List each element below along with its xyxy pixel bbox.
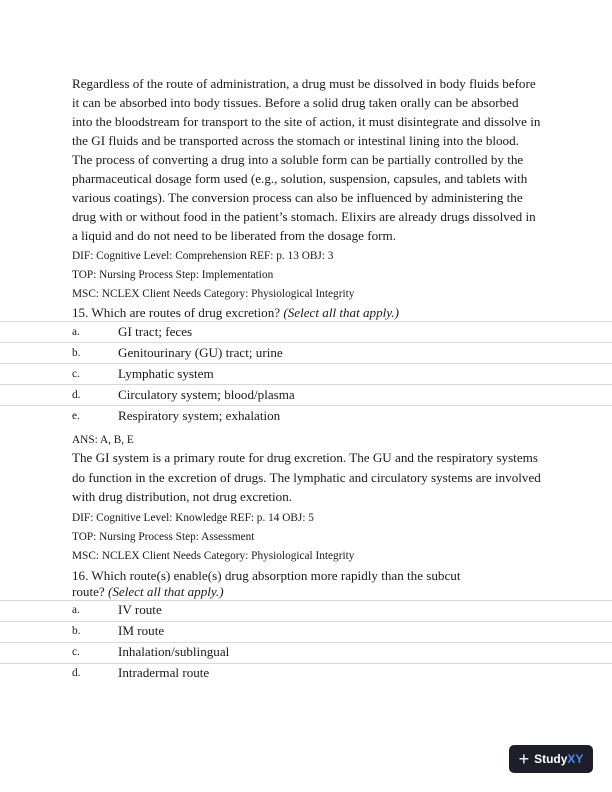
choice-text: IV route <box>118 602 162 617</box>
dif-line-q14: DIF: Cognitive Level: Comprehension REF: p. 13 OBJ: 3 <box>72 250 334 262</box>
question-16-instruction: (Select all that apply.) <box>108 583 224 599</box>
choice-item <box>72 321 542 342</box>
answer-line-q15: ANS: A, B, E <box>72 434 134 446</box>
choice-text: Lymphatic system <box>118 365 214 381</box>
choice-letter: c. <box>72 646 80 658</box>
dif-line-q15: DIF: Cognitive Level: Knowledge REF: p. 14 OBJ: 5 <box>72 511 314 524</box>
choice-item <box>72 621 542 642</box>
question-16-text-line2: route? <box>72 583 108 599</box>
plus-icon: + <box>518 749 530 769</box>
top-line-q15: TOP: Nursing Process Step: Assessment <box>72 530 255 543</box>
question-16-text-line1: 16. Which route(s) enable(s) drug absorption more rapidly than the subcut <box>72 567 461 583</box>
top-line-q14: TOP: Nursing Process Step: Implementation <box>72 269 274 281</box>
choice-item <box>72 363 542 384</box>
rationale-paragraph-q14: Regardless of the route of administration, a drug must be dissolved in body fluids before it can be absorbed into body tissues. Before a solid drug taken orally can be absorbed into the bloodstream for transport to the site of action, it must disintegrate and dissolve in the GI fluids and be transported across the stomach or intestinal lining into the blood. The process of converting a drug into a soluble form can be partially controlled by the pharmaceutical dosage form used (e.g., solution, suspension, capsules, and tablets with various coatings). The conversion process can also be influenced by administering the drug with or without food in the patient’s stomach. Elixirs are already drugs dissolved in a liquid and do not need to be liberated from the dosage form. <box>72 76 541 243</box>
question-15-choices <box>72 321 542 426</box>
question-16-choices <box>72 600 542 684</box>
question-15-text: 15. Which are routes of drug excretion? <box>72 305 284 320</box>
choice-item <box>72 600 542 621</box>
rationale-paragraph-q15: The GI system is a primary route for drug excretion. The GU and the respiratory systems do function in the excretion of drugs. The lymphatic and circulatory systems are involved with drug distribution, not drug excretion. <box>72 450 541 504</box>
msc-line-q14: MSC: NCLEX Client Needs Category: Physiological Integrity <box>72 288 355 300</box>
choice-letter: b. <box>72 346 81 359</box>
choice-letter: d. <box>72 667 81 679</box>
choice-letter: a. <box>72 604 80 616</box>
choice-item <box>72 405 542 426</box>
badge-brand-accent: XY <box>567 752 584 766</box>
choice-item <box>72 642 542 663</box>
choice-text: Circulatory system; blood/plasma <box>118 386 295 402</box>
choice-item <box>72 663 542 684</box>
choice-text: Inhalation/sublingual <box>118 644 230 659</box>
choice-letter: b. <box>72 625 81 637</box>
question-16-stem <box>72 568 542 600</box>
question-15-stem <box>72 304 542 321</box>
choice-letter: d. <box>72 388 81 401</box>
choice-letter: a. <box>72 325 80 338</box>
choice-text: Intradermal route <box>118 665 210 680</box>
choice-text: GI tract; feces <box>118 323 193 339</box>
choice-item <box>72 342 542 363</box>
msc-line-q15: MSC: NCLEX Client Needs Category: Physiological Integrity <box>72 549 355 562</box>
document-body <box>72 74 542 684</box>
question-15-instruction: (Select all that apply.) <box>283 305 400 320</box>
choice-letter: e. <box>72 409 80 422</box>
choice-item <box>72 384 542 405</box>
choice-text: IM route <box>118 623 165 638</box>
studyxy-badge[interactable] <box>509 745 593 773</box>
badge-brand-text: Study <box>534 752 568 766</box>
choice-letter: c. <box>72 367 80 380</box>
choice-text: Respiratory system; exhalation <box>118 407 281 423</box>
choice-text: Genitourinary (GU) tract; urine <box>118 344 283 360</box>
